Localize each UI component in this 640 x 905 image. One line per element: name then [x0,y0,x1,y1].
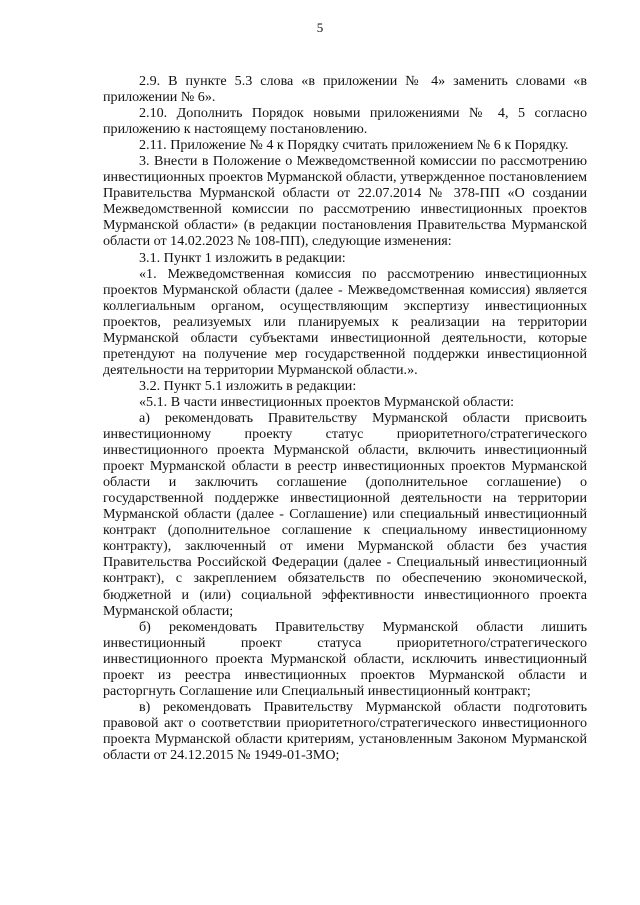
paragraph-2-11: 2.11. Приложение № 4 к Порядку считать приложением № 6 к Порядку. [139,137,569,154]
paragraph-item-a: а) рекомендовать Правительству Мурманской области присвоить инвестиционному проекту статус приоритетного/стратегического инвестиционного проекта Мурманской области, включить инвестиционный проект Мурманской области в реестр инвестиционных проектов Мурманской области и заключить соглашение (дополнительное соглашение) о государственной поддержке инвестиционной деятельности на территории Мурманской области (далее - Соглашение) или специальный инвестиционный контракт (дополнительное соглашение к специальному инвестиционному контракту), заключенный от имени Мурманской области без участия Правительства Российской Федерации (далее - Специальный инвестиционный контракт), с закреплением обязательств по обеспечению экономической, бюджетной и (или) социальной эффективности инвестиционного проекта Мурманской области; [103,409,587,619]
paragraph-2-9: 2.9. В пункте 5.3 слова «в приложении № 4» заменить словами «в приложении № 6». [103,73,587,106]
paragraph-3-1: 3.1. Пункт 1 изложить в редакции: [139,249,346,266]
paragraph-3-2: 3.2. Пункт 5.1 изложить в редакции: [139,377,357,394]
paragraph-item-v: в) рекомендовать Правительству Мурманской области подготовить правовой акт о соответствии приоритетного/стратегического инвестиционного проекта Мурманской области критериям, установленным Законом Мурманской области от 24.12.2015 № 1949-01-ЗМО; [103,698,587,763]
paragraph-3-1-text: «1. Межведомственная комиссия по рассмотрению инвестиционных проектов Мурманской области (далее - Межведомственная комиссия) является коллегиальным органом, осуществляющим экспертизу инвестиционных проектов, реализуемых или планируемых к реализации на территории Мурманской области субъектами инвестиционной деятельности, которые претендуют на получение мер государственной поддержки инвестиционной деятельности на территории Мурманской области.». [103,265,587,378]
paragraph-5-1-heading: «5.1. В части инвестиционных проектов Мурманской области: [139,393,515,410]
paragraph-item-b: б) рекомендовать Правительству Мурманской области лишить инвестиционный проект статуса приоритетного/стратегического инвестиционного проекта Мурманской области, исключить инвестиционный проект из реестра инвестиционных проектов Мурманской области и расторгнуть Соглашение или Специальный инвестиционный контракт; [103,618,587,699]
page-number: 5 [316,20,324,35]
document-body [103,73,587,763]
paragraph-2-10: 2.10. Дополнить Порядок новыми приложениями № 4, 5 согласно приложению к настоящему постановлению. [103,105,587,138]
paragraph-3: 3. Внести в Положение о Межведомственной комиссии по рассмотрению инвестиционных проектов Мурманской области, утвержденное постановлением Правительства Мурманской области от 22.07.2014 № 378-ПП «О создании Межведомственной комиссии по рассмотрению инвестиционных проектов Мурманской области» (в редакции постановления Правительства Мурманской области от 14.02.2023 № 108-ПП), следующие изменения: [103,153,587,250]
